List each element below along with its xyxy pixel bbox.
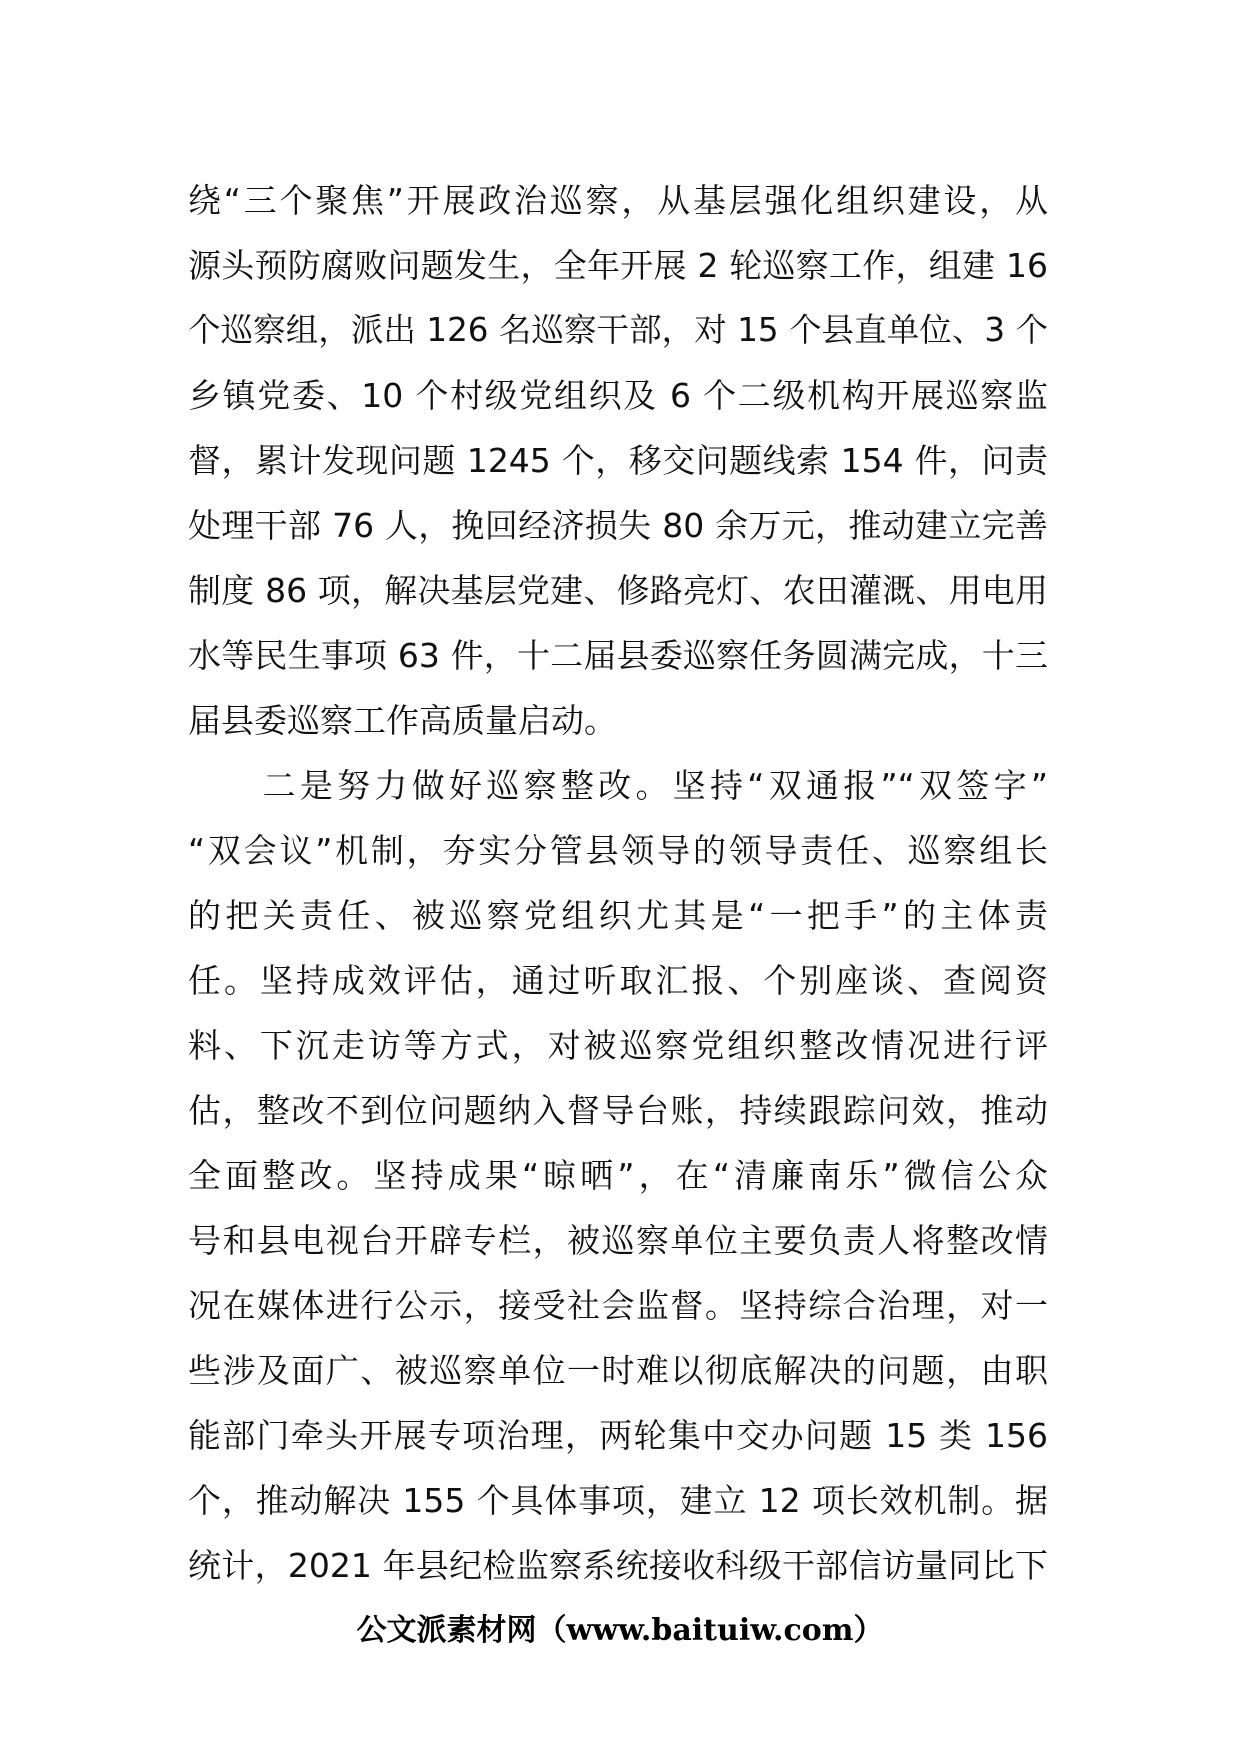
text-line: 能部门牵头开展专项治理，两轮集中交办问题 15 类 156: [188, 1416, 1048, 1455]
body-text: [188, 168, 1048, 1598]
footer-watermark: 公文派素材网（www.baituiw.com）: [356, 1613, 884, 1648]
text-line: 统计，2021 年县纪检监察系统接收科级干部信访量同比下: [188, 1546, 1048, 1585]
text-line: 况在媒体进行公示，接受社会监督。坚持综合治理，对一: [188, 1286, 1048, 1325]
text-line: 些涉及面广、被巡察单位一时难以彻底解决的问题，由职: [188, 1351, 1048, 1390]
text-line: “双会议”机制，夯实分管县领导的领导责任、巡察组长: [188, 831, 1048, 870]
text-line: 届县委巡察工作高质量启动。: [188, 701, 617, 740]
text-line: 乡镇党委、10 个村级党组织及 6 个二级机构开展巡察监: [188, 376, 1048, 415]
text-line: 制度 86 项，解决基层党建、修路亮灯、农田灌溉、用电用: [188, 571, 1048, 610]
text-line: 估，整改不到位问题纳入督导台账，持续跟踪问效，推动: [188, 1091, 1048, 1130]
text-line: 的把关责任、被巡察党组织尤其是“一把手”的主体责: [188, 896, 1048, 935]
text-line: 号和县电视台开辟专栏，被巡察单位主要负责人将整改情: [188, 1221, 1048, 1260]
text-line: 全面整改。坚持成果“晾晒”，在“清廉南乐”微信公众: [188, 1156, 1048, 1195]
text-line: 料、下沉走访等方式，对被巡察党组织整改情况进行评: [188, 1026, 1048, 1065]
text-line: 处理干部 76 人，挽回经济损失 80 余万元，推动建立完善: [188, 506, 1048, 545]
text-line: 个，推动解决 155 个具体事项，建立 12 项长效机制。据: [188, 1481, 1048, 1520]
text-line: 督，累计发现问题 1245 个，移交问题线索 154 件，问责: [188, 441, 1048, 480]
text-line: 绕“三个聚焦”开展政治巡察，从基层强化组织建设，从: [188, 181, 1048, 220]
text-line: 源头预防腐败问题发生，全年开展 2 轮巡察工作，组建 16: [188, 246, 1048, 285]
text-line: 水等民生事项 63 件，十二届县委巡察任务圆满完成，十三: [188, 636, 1048, 675]
text-line: 任。坚持成效评估，通过听取汇报、个别座谈、查阅资: [188, 961, 1048, 1000]
text-line: 个巡察组，派出 126 名巡察干部，对 15 个县直单位、3 个: [188, 311, 1048, 349]
text-line: 二是努力做好巡察整改。坚持“双通报”“双签字”: [188, 766, 1048, 805]
